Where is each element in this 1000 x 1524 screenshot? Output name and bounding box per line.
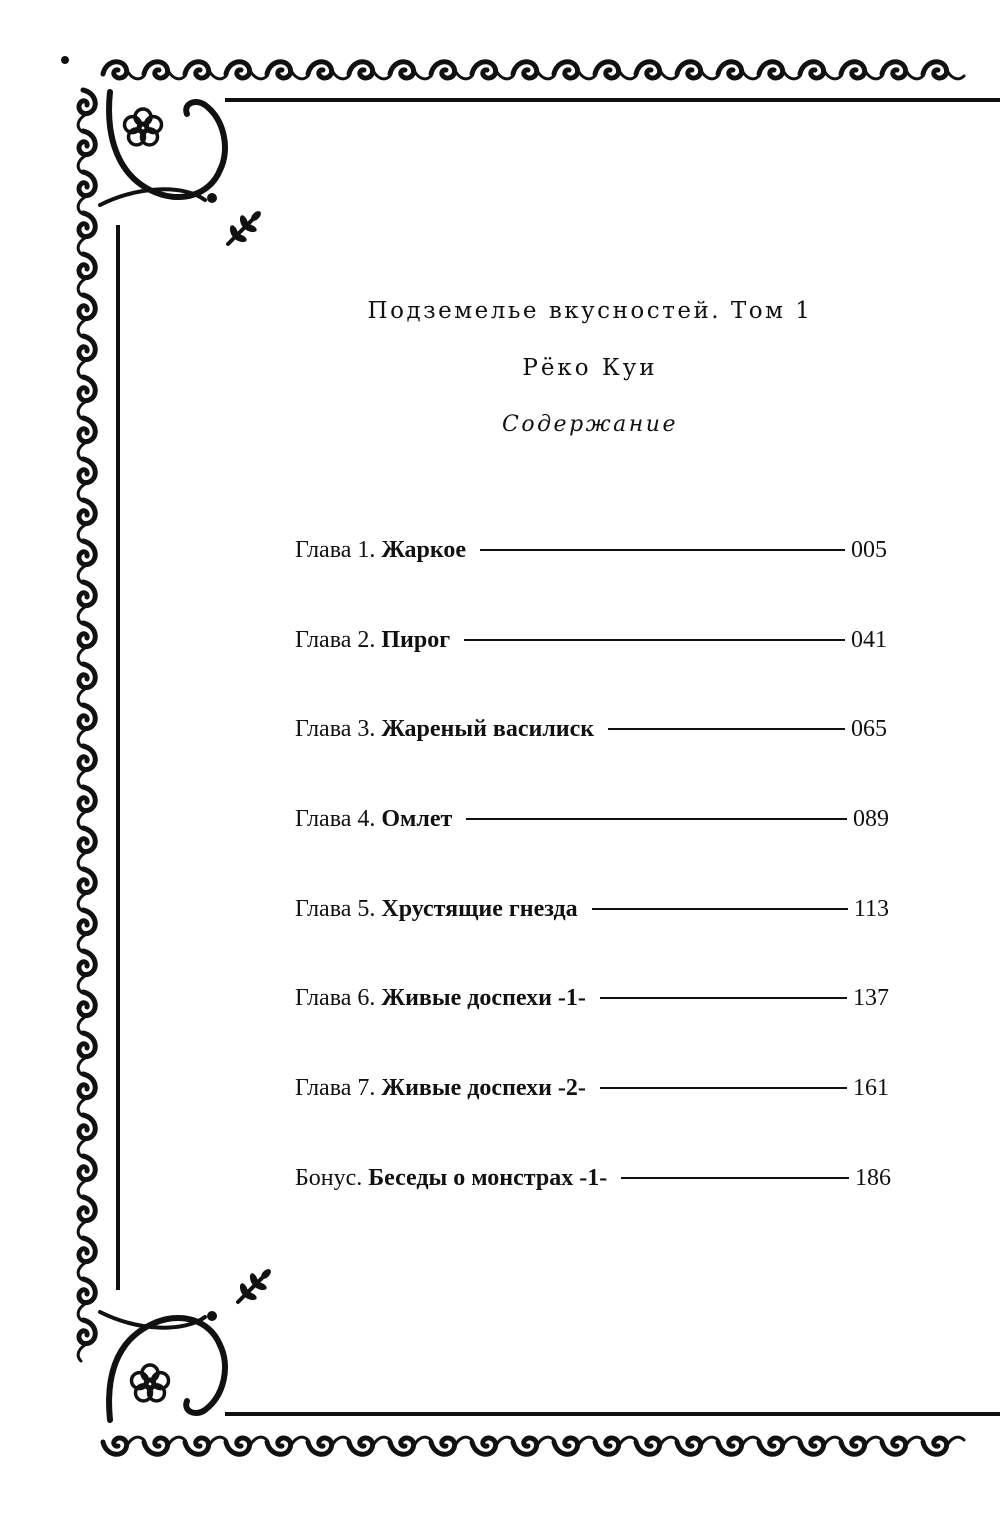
toc-entry-page: 186 <box>855 1164 891 1191</box>
scroll-ornament <box>78 459 95 500</box>
scroll-ornament <box>103 62 144 79</box>
scroll-ornament <box>390 1437 431 1454</box>
toc-entry <box>295 712 887 746</box>
toc-entry-page: 113 <box>853 895 889 922</box>
scroll-ornament <box>595 1437 636 1454</box>
scroll-ornament <box>554 62 595 79</box>
scroll-ornament <box>267 1437 308 1454</box>
scroll-ornament <box>78 664 95 705</box>
scroll-ornament <box>923 1437 964 1454</box>
book-author: Рёко Куи <box>522 355 658 381</box>
contents-heading: Содержание <box>502 412 678 437</box>
scroll-ornament <box>78 254 95 295</box>
scroll-ornament <box>226 62 267 79</box>
scroll-ornament <box>185 1437 226 1454</box>
leader-line <box>600 997 847 999</box>
leader-line <box>592 908 848 910</box>
scroll-ornament <box>185 62 226 79</box>
scroll-ornament <box>78 1320 95 1361</box>
scroll-ornament <box>78 951 95 992</box>
scroll-ornament <box>636 1437 677 1454</box>
toc-entry-title: Омлет <box>381 805 453 832</box>
scroll-ornament <box>78 705 95 746</box>
scroll-ornament <box>144 62 185 79</box>
book-title: Подземелье вкусностей. Том 1 <box>367 298 813 324</box>
scroll-ornament <box>718 62 759 79</box>
scroll-ornament <box>267 62 308 79</box>
toc-entry-label: Глава 5. <box>295 895 376 922</box>
scroll-ornament <box>226 1437 267 1454</box>
toc-entry-page: 065 <box>851 715 887 742</box>
toc-entry <box>295 533 887 567</box>
toc-entry-title: Живые доспехи -1- <box>381 984 586 1011</box>
toc-entry-page: 161 <box>853 1074 889 1101</box>
scroll-ornament <box>800 62 841 79</box>
toc-entry-title: Беседы о монстрах -1- <box>368 1164 608 1191</box>
scroll-ornament <box>718 1437 759 1454</box>
leader-line <box>600 1087 847 1089</box>
scroll-ornament <box>78 1033 95 1074</box>
scroll-ornament <box>349 1437 390 1454</box>
scroll-ornament <box>882 1437 923 1454</box>
scroll-ornament <box>554 1437 595 1454</box>
scroll-ornament <box>78 1115 95 1156</box>
scroll-ornament <box>78 172 95 213</box>
scroll-ornament <box>431 62 472 79</box>
scroll-ornament <box>841 1437 882 1454</box>
scroll-ornament <box>841 62 882 79</box>
scroll-ornament <box>78 1238 95 1279</box>
scroll-ornament <box>390 62 431 79</box>
scroll-ornament <box>636 62 677 79</box>
scroll-ornament <box>78 1074 95 1115</box>
bottom-leaf-sprig-icon <box>238 1267 273 1302</box>
scroll-ornament <box>78 746 95 787</box>
scroll-ornament <box>677 1437 718 1454</box>
scroll-ornament <box>308 1437 349 1454</box>
toc-entry <box>295 802 889 836</box>
scroll-ornament <box>78 869 95 910</box>
toc-entry-page: 089 <box>853 805 889 832</box>
scroll-ornament <box>308 62 349 79</box>
leader-line <box>621 1177 849 1179</box>
scroll-ornament <box>472 1437 513 1454</box>
scroll-ornament <box>800 1437 841 1454</box>
scroll-ornament <box>78 992 95 1033</box>
toc-entry-label: Глава 6. <box>295 984 376 1011</box>
toc-entry-page: 005 <box>851 536 887 563</box>
top-flower-icon <box>125 109 162 145</box>
bottom-scroll-border <box>103 1437 964 1454</box>
toc-entry <box>295 1071 889 1105</box>
scroll-ornament <box>759 1437 800 1454</box>
scroll-ornament <box>78 1279 95 1320</box>
toc-entry-title: Пирог <box>381 626 451 653</box>
scroll-ornament <box>78 90 95 131</box>
scroll-ornament <box>78 131 95 172</box>
toc-entry <box>295 892 889 926</box>
scroll-ornament <box>513 62 554 79</box>
toc-entry-label: Глава 7. <box>295 1074 376 1101</box>
toc-entry <box>295 1161 891 1195</box>
top-scroll-border <box>103 62 964 79</box>
scroll-ornament <box>144 1437 185 1454</box>
scroll-ornament <box>472 62 513 79</box>
toc-entry <box>295 981 889 1015</box>
toc-entry-label: Глава 2. <box>295 626 376 653</box>
toc-entry-label: Глава 3. <box>295 715 376 742</box>
scroll-ornament <box>677 62 718 79</box>
scroll-ornament <box>78 582 95 623</box>
leader-line <box>464 639 845 641</box>
scroll-ornament <box>349 62 390 79</box>
toc-entry-label: Глава 4. <box>295 805 376 832</box>
toc-entry-title: Живые доспехи -2- <box>381 1074 586 1101</box>
scroll-ornament <box>78 1156 95 1197</box>
toc-entry-title: Жаркое <box>381 536 467 563</box>
toc-entry <box>295 623 887 657</box>
scroll-ornament <box>513 1437 554 1454</box>
scroll-ornament <box>882 62 923 79</box>
toc-entry-title: Жареный василиск <box>381 715 595 742</box>
leader-line <box>608 728 845 730</box>
bottom-flower-icon <box>132 1365 169 1401</box>
bottom-left-corner-ornament <box>100 1311 225 1420</box>
scroll-ornament <box>759 62 800 79</box>
scroll-ornament <box>78 623 95 664</box>
scroll-ornament <box>78 500 95 541</box>
scroll-ornament <box>78 787 95 828</box>
scroll-ornament <box>78 541 95 582</box>
scroll-ornament <box>595 62 636 79</box>
toc-entry-title: Хрустящие гнезда <box>381 895 578 922</box>
toc-entry-label: Глава 1. <box>295 536 376 563</box>
toc-entry-label: Бонус. <box>295 1164 363 1191</box>
top-leaf-sprig-icon <box>228 209 263 244</box>
scroll-ornament <box>78 910 95 951</box>
leader-line <box>480 549 845 551</box>
scroll-ornament <box>431 1437 472 1454</box>
leader-line <box>466 818 847 820</box>
scroll-ornament <box>78 213 95 254</box>
left-scroll-border <box>78 90 95 1361</box>
toc-entry-page: 137 <box>853 984 889 1011</box>
toc-entry-page: 041 <box>851 626 887 653</box>
scroll-ornament <box>78 1197 95 1238</box>
scroll-ornament <box>78 828 95 869</box>
scroll-ornament <box>923 62 964 79</box>
scroll-ornament <box>103 1437 144 1454</box>
